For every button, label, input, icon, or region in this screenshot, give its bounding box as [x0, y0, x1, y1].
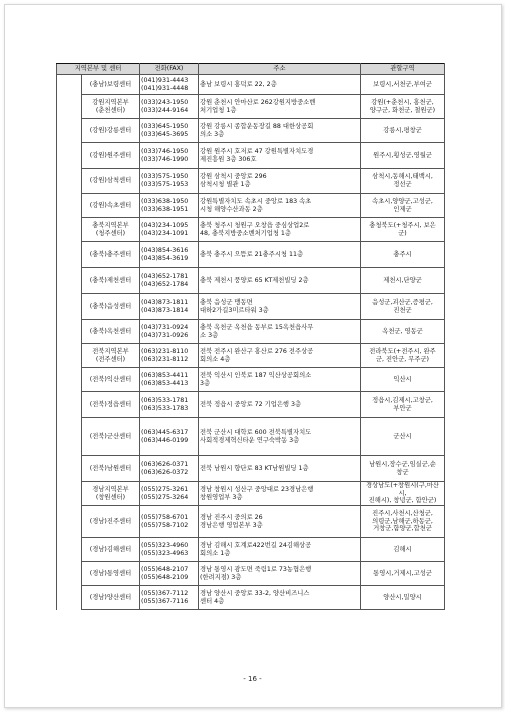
address-cell: 전북 익산시 인북로 187 익산상공회의소 3층 [199, 368, 361, 392]
row-spacer-cell [57, 562, 82, 586]
table-row [57, 218, 445, 242]
row-spacer-cell [57, 320, 82, 344]
area-cell: 군산시 [361, 418, 445, 456]
center-name-cell: (충북)충주센터 [82, 242, 140, 268]
row-spacer-cell [57, 218, 82, 242]
area-cell: 충청북도(+청주시, 보은 군) [361, 218, 445, 242]
phone-cell: (055)323-4960 (055)323-4963 [140, 538, 199, 562]
address-cell: 강원 원주시 호저로 47 강원특별자치도경 제진흥원 3층 306호 [199, 143, 361, 169]
area-cell: 원주시,횡성군,영월군 [361, 143, 445, 169]
table-row [57, 242, 445, 268]
center-name-cell: 강원지역본부 (춘천센터) [82, 95, 140, 119]
row-spacer-cell [57, 294, 82, 320]
center-name-cell: (경남)통영센터 [82, 562, 140, 586]
area-cell: 음성군,괴산군,증평군, 진천군 [361, 294, 445, 320]
area-cell: 옥천군, 영동군 [361, 320, 445, 344]
table-row [57, 506, 445, 538]
address-cell: 충북 충주시 으뜸로 21충주시청 11층 [199, 242, 361, 268]
address-cell: 강원특별자치도 속초시 중앙로 183 속초 시청 해양수산과동 2층 [199, 194, 361, 218]
area-cell: 전라북도(+전주시, 완주 군, 진안군, 무주군) [361, 344, 445, 368]
area-cell: 충주시 [361, 242, 445, 268]
row-spacer-cell [57, 194, 82, 218]
center-name-cell: (전북)군산센터 [82, 418, 140, 456]
area-cell: 강원(+춘천시, 홍천군, 양구군, 화천군, 철원군) [361, 95, 445, 119]
center-name-cell: (충북)제천센터 [82, 268, 140, 294]
center-name-cell: (전북)정읍센터 [82, 392, 140, 418]
phone-cell: (033)243-1950 (033)244-9164 [140, 95, 199, 119]
area-cell: 통영시,거제시,고성군 [361, 562, 445, 586]
address-cell: 전북 남원시 향단로 83 KT남원빌딩 1층 [199, 456, 361, 482]
table-row [57, 344, 445, 368]
address-cell: 경남 양산시 중앙로 33-2, 양산비즈니스 센터 4층 [199, 586, 361, 610]
table-row [57, 294, 445, 320]
phone-cell: (063)445-6317 (063)446-0199 [140, 418, 199, 456]
center-name-cell: (강원)강릉센터 [82, 119, 140, 143]
header-phone: 전화(FAX) [140, 64, 199, 75]
phone-cell: (043)854-3616 (043)854-3619 [140, 242, 199, 268]
area-cell: 남원시,장수군,임실군,순 창군 [361, 456, 445, 482]
address-cell: 경남 김해시 호계로422번길 24김해상공 회의소 1층 [199, 538, 361, 562]
center-name-cell: (전북)남원센터 [82, 456, 140, 482]
phone-cell: (055)758-6701 (055)758-7102 [140, 506, 199, 538]
address-cell: 전북 정읍시 중앙로 72 기업은행 3층 [199, 392, 361, 418]
row-spacer-cell [57, 344, 82, 368]
phone-cell: (055)648-2107 (055)648-2109 [140, 562, 199, 586]
table-row [57, 586, 445, 610]
row-spacer-cell [57, 418, 82, 456]
center-name-cell: (강원)삼척센터 [82, 169, 140, 194]
address-cell: 전북 전주시 완산구 홍산로 276 전주상공 회의소 4층 [199, 344, 361, 368]
phone-cell: (055)275-3261 (055)275-3264 [140, 482, 199, 506]
row-spacer-cell [57, 482, 82, 506]
phone-cell: (063)533-1781 (063)533-1783 [140, 392, 199, 418]
area-cell: 보령시,서천군,부여군 [361, 75, 445, 95]
row-spacer-cell [57, 268, 82, 294]
center-name-cell: (강원)속초센터 [82, 194, 140, 218]
table-row [57, 169, 445, 194]
phone-cell: (063)231-8110 (063)231-8112 [140, 344, 199, 368]
center-name-cell: 충북지역본부 (청주센터) [82, 218, 140, 242]
phone-cell: (033)645-1950 (033)645-3695 [140, 119, 199, 143]
table-row [57, 392, 445, 418]
row-spacer-cell [57, 538, 82, 562]
table-row [57, 119, 445, 143]
row-spacer-cell [57, 119, 82, 143]
address-cell: 강원 춘천시 안마산로 262강원지방중소벤 처기업청 1층 [199, 95, 361, 119]
phone-cell: (043)873-1811 (043)873-1814 [140, 294, 199, 320]
row-spacer-cell [57, 95, 82, 119]
area-cell: 정읍시,김제시,고창군, 부안군 [361, 392, 445, 418]
center-name-cell: (충북)음성센터 [82, 294, 140, 320]
address-cell: 전북 군산시 대학로 600 전북특별자치도 사회적경제혁신타운 연구숙박동 3층 [199, 418, 361, 456]
center-name-cell: (경남)양산센터 [82, 586, 140, 610]
address-cell: 경남 창원시 성산구 중앙대로 23경남은행 창원영업부 3층 [199, 482, 361, 506]
row-spacer-cell [57, 242, 82, 268]
area-cell: 익산시 [361, 368, 445, 392]
table-row [57, 562, 445, 586]
address-cell: 충북 옥천군 옥천읍 동부로 15옥천읍사무 소 3층 [199, 320, 361, 344]
center-name-cell: (경남)김해센터 [82, 538, 140, 562]
table-row [57, 143, 445, 169]
area-cell: 김해시 [361, 538, 445, 562]
row-spacer-cell [57, 143, 82, 169]
table-row [57, 482, 445, 506]
row-spacer-cell [57, 456, 82, 482]
address-cell: 충북 청주시 청원구 오창읍 중심상업2로 48, 충북지방중소벤처기업청 1층 [199, 218, 361, 242]
table-row [57, 368, 445, 392]
center-name-cell: 경남지역본부 (창원센터) [82, 482, 140, 506]
phone-cell: (055)367-7112 (055)367-7116 [140, 586, 199, 610]
phone-cell: (043)731-0924 (043)731-0926 [140, 320, 199, 344]
row-spacer-cell [57, 169, 82, 194]
phone-cell: (033)575-1950 (033)575-1953 [140, 169, 199, 194]
address-cell: 강원 삼척시 중앙로 296 삼척시청 별관 1층 [199, 169, 361, 194]
page-number: - 16 - [243, 675, 262, 683]
address-cell: 충남 보령시 홍덕로 22, 2층 [199, 75, 361, 95]
row-spacer-cell [57, 368, 82, 392]
table-row [57, 95, 445, 119]
phone-cell: (063)626-0371 (063)626-0372 [140, 456, 199, 482]
table-row [57, 320, 445, 344]
area-cell: 삼척시,동해시,태백시, 정선군 [361, 169, 445, 194]
address-cell: 경남 통영시 광도면 죽림1로 73농협은행 (한려지점) 3층 [199, 562, 361, 586]
phone-cell: (063)853-4411 (063)853-4413 [140, 368, 199, 392]
phone-cell: (043)234-1095 (043)234-1091 [140, 218, 199, 242]
center-name-cell: (강원)원주센터 [82, 143, 140, 169]
center-name-cell: (충남)보령센터 [82, 75, 140, 95]
table-row [57, 75, 445, 95]
row-spacer-cell [57, 506, 82, 538]
address-cell: 경남 진주시 중의로 26 경남은행 영업본부 3층 [199, 506, 361, 538]
phone-cell: (033)746-1950 (033)746-1990 [140, 143, 199, 169]
area-cell: 경상남도(+창원시(구,마산시, 진해시), 창녕군, 함안군) [361, 482, 445, 506]
area-cell: 속초시,양양군,고성군, 인제군 [361, 194, 445, 218]
area-cell: 제천시,단양군 [361, 268, 445, 294]
address-cell: 충북 제천시 풍양로 65 KT제천빌딩 2층 [199, 268, 361, 294]
table-row [57, 418, 445, 456]
table-row [57, 456, 445, 482]
row-spacer-cell [57, 586, 82, 610]
center-name-cell: (경남)진주센터 [82, 506, 140, 538]
area-cell: 진주시,사천시,산청군, 의령군,남해군,하동군, 거창군,함양군,합천군 [361, 506, 445, 538]
header-center: 지역본부 및 센터 [57, 64, 140, 75]
phone-cell: (043)652-1781 (043)652-1784 [140, 268, 199, 294]
table-row [57, 268, 445, 294]
table-row [57, 194, 445, 218]
area-cell: 강릉시,평창군 [361, 119, 445, 143]
phone-cell: (033)638-1950 (033)638-1951 [140, 194, 199, 218]
row-spacer-cell [57, 392, 82, 418]
header-address: 주소 [199, 64, 361, 75]
center-name-cell: (전북)익산센터 [82, 368, 140, 392]
area-cell: 양산시,밀양시 [361, 586, 445, 610]
table-header-row [57, 64, 445, 75]
center-directory-table-wrapper [56, 63, 444, 610]
table-row [57, 538, 445, 562]
phone-cell: (041)931-4443 (041)931-4448 [140, 75, 199, 95]
address-cell: 충북 음성군 맹동면 대하2가길3미르타워 3층 [199, 294, 361, 320]
center-name-cell: (충북)옥천센터 [82, 320, 140, 344]
address-cell: 강원 강릉시 종합운동장길 88 대한상공회 의소 3층 [199, 119, 361, 143]
row-spacer-cell [57, 75, 82, 95]
header-area: 관할구역 [361, 64, 445, 75]
table-body [57, 75, 445, 610]
center-directory-table [56, 63, 445, 610]
center-name-cell: 전북지역본부 (전주센터) [82, 344, 140, 368]
